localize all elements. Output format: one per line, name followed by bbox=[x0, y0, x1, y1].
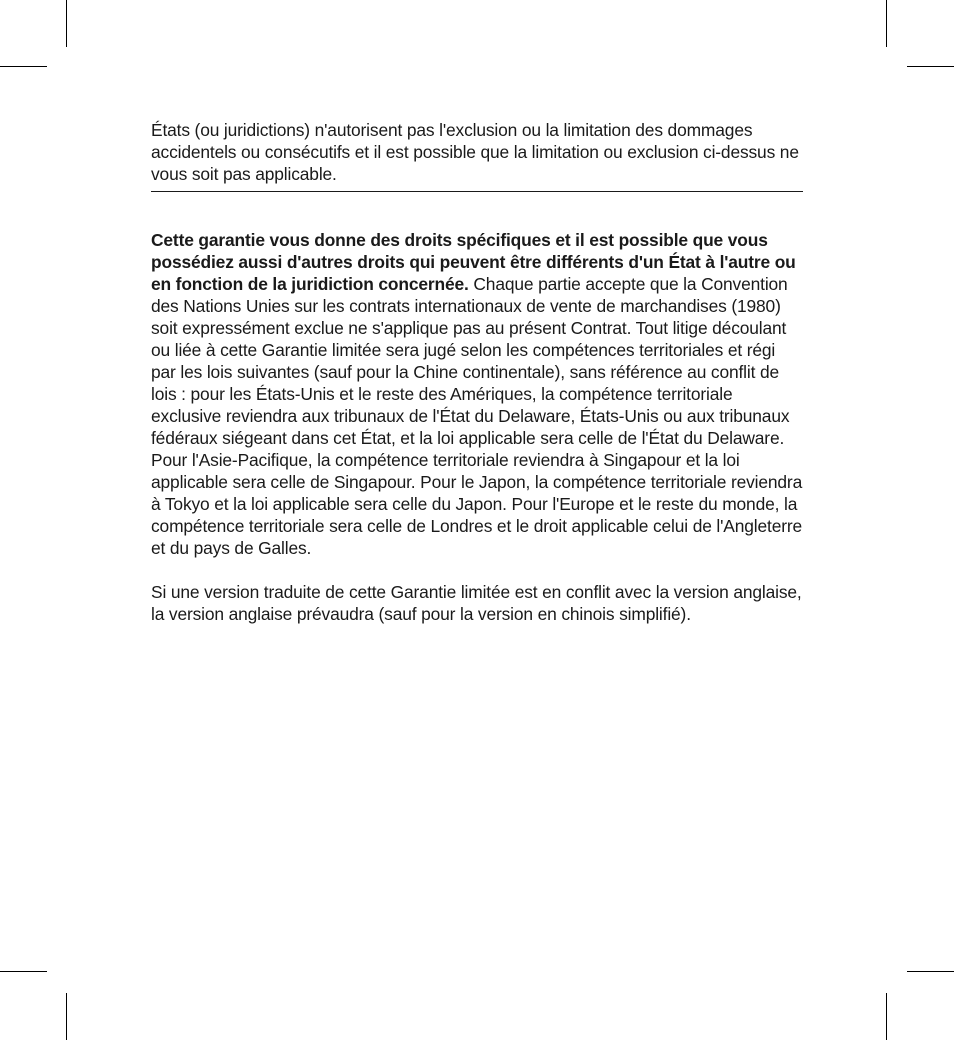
crop-mark-bottom-left-vertical bbox=[66, 993, 67, 1040]
crop-mark-top-left-vertical bbox=[66, 0, 67, 47]
crop-mark-top-right-vertical bbox=[886, 0, 887, 47]
crop-mark-bottom-right-horizontal bbox=[907, 971, 954, 972]
translation-paragraph: Si une version traduite de cette Garantie limitée est en conflit avec la version anglaise, la version anglaise prévaudra (sauf pour la version en chinois simplifié). bbox=[151, 582, 802, 624]
intro-paragraph: États (ou juridictions) n'autorisent pas l'exclusion ou la limitation des dommages accidentels ou consécutifs et il est possible que la limitation ou exclusion ci-dessus ne vous soit pas applicable. bbox=[151, 119, 803, 192]
rights-body-text: Chaque partie accepte que la Convention des Nations Unies sur les contrats internationaux de vente de marchandises (1980) soit expressément exclue ne s'applique pas au présent Contrat. Tout litige découlant ou liée à cette Garantie limitée sera jugé selon les compétences territoriales et régi par les lois suivantes (sauf pour la Chine continentale), sans référence au conflit de lois : pour les États-Unis et le reste des Amériques, la compétence territoriale exclusive reviendra aux tribunaux de l'État du Delaware, États-Unis ou aux tribunaux fédéraux siégeant dans cet État, et la loi applicable sera celle de l'État du Delaware. Pour l'Asie-Pacifique, la compétence territoriale reviendra à Singapour et la loi applicable sera celle de Singapour. Pour le Japon, la compétence territoriale reviendra à Tokyo et la loi applicable sera celle du Japon. Pour l'Europe et le reste du monde, la compétence territoriale sera celle de Londres et le droit applicable celui de l'Angleterre et du pays de Galles. bbox=[151, 274, 803, 558]
crop-mark-bottom-left-horizontal bbox=[0, 971, 47, 972]
rights-paragraph bbox=[151, 229, 803, 559]
crop-mark-top-right-horizontal bbox=[907, 66, 954, 67]
document-body bbox=[151, 119, 803, 625]
crop-mark-bottom-right-vertical bbox=[886, 993, 887, 1040]
rights-bold-statement: Cette garantie vous donne des droits spécifiques et il est possible que vous possédiez aussi d'autres droits qui peuvent être différents d'un État à l'autre ou en fonction de la juridiction concernée. bbox=[151, 230, 796, 294]
crop-mark-top-left-horizontal bbox=[0, 66, 47, 67]
